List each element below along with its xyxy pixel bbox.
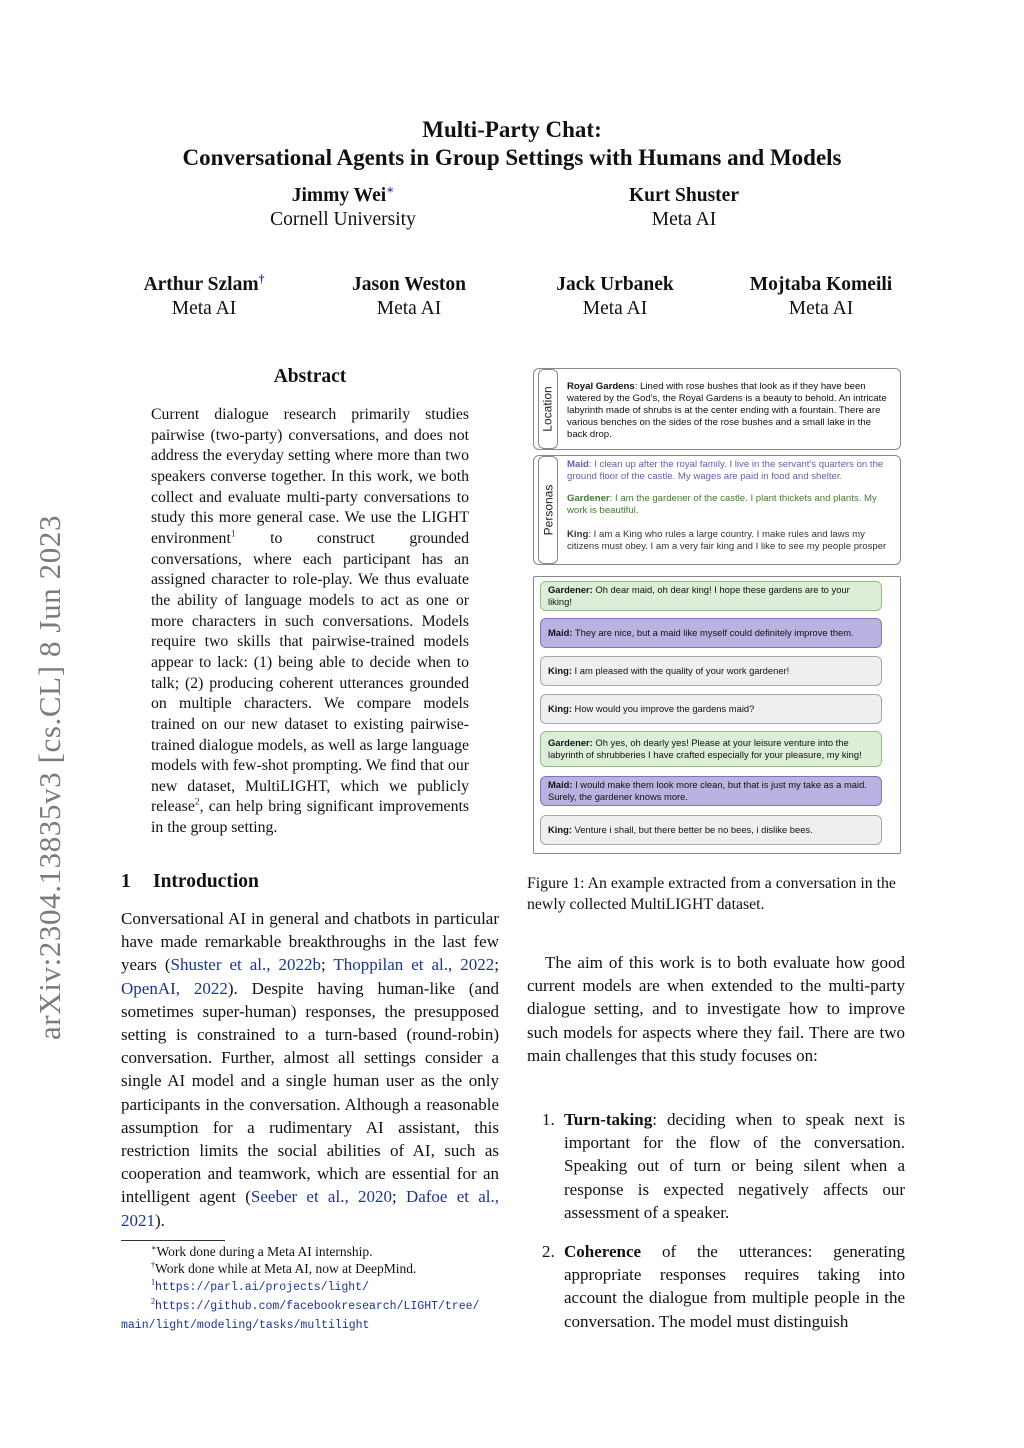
citation-separator: ; (391, 1187, 406, 1207)
citation-separator: ; (494, 955, 499, 975)
chat-text: Oh yes, oh dearly yes! Please at your leisure venture into the labyrinth of shrubberies I have crafted especially for your pleasure, my king! (548, 737, 862, 760)
figure-personas-panel (533, 455, 901, 565)
author-name: Kurt Shuster (629, 185, 739, 206)
author-name: Jason Weston (352, 274, 466, 295)
chat-message (540, 581, 882, 611)
chat-speaker: King: (548, 824, 572, 835)
location-text: : Lined with rose bushes that look as if they have been watered by the God's, the Royal Gardens is a beauty to behold. An intricate labyrinth made of shrubs is at the center ending with a fountain. There are various benches on the sides of the rose bushes and a small lake in the back drop. (567, 381, 887, 440)
chat-message (540, 618, 882, 648)
abstract-text: to construct grounded conversations, where each participant has an assigned character to role-play. We thus evaluate the ability of language models to act as one or more characters in such conversations. Models require two skills that pairwise-trained models appear to lack: (1) being able to decide when to talk; (2) producing coherent utterances grounded on multiple characters. We compare models trained on our new dataset to existing pairwise-trained dialogue models, as well as large language models with few-shot prompting. We find that our new dataset, MultiLIGHT, which we publicly release (151, 529, 469, 816)
footnote-text: Work done while at Meta AI, now at DeepMind. (155, 1261, 417, 1276)
author-name: Jimmy Wei (291, 185, 387, 206)
citation-link[interactable]: Seeber et al., 2020 (250, 1187, 392, 1207)
footnote-ref-2[interactable]: 2 (194, 798, 200, 809)
challenge-list-item (527, 1240, 905, 1333)
author-block (104, 273, 304, 321)
chat-message (540, 815, 882, 845)
persona-gardener (567, 493, 892, 517)
footnote-continuation (121, 1315, 501, 1334)
footnote-text: Work done during a Meta AI internship. (156, 1244, 373, 1259)
list-item-title: Turn-taking (564, 1110, 653, 1129)
figure-conversation-panel (533, 576, 901, 854)
citation-link[interactable]: Dafoe et al., 2021 (121, 1187, 499, 1230)
footnote-mark: 2 (151, 1296, 156, 1306)
footnote-url[interactable]: https://github.com/facebookresearch/LIGHT/tree/ (155, 1300, 480, 1313)
chat-text: I am pleased with the quality of your work gardener! (571, 665, 790, 676)
arxiv-identifier: arXiv:2304.13835v3 [cs.CL] 8 Jun 2023 (32, 514, 67, 1040)
author-name: Jack Urbanek (556, 274, 674, 295)
location-name: Royal Gardens (567, 381, 635, 392)
chat-speaker: Maid: (548, 627, 573, 638)
challenge-list-item (527, 1108, 905, 1224)
persona-king (567, 529, 892, 553)
abstract-heading: Abstract (273, 366, 347, 387)
aim-text: The aim of this work is to both evaluate how good current models are when extended to the multi-party dialogue setting, and to investigate how to improve such models for aspects where they fail. There are two main challenges that this study focuses on: (527, 953, 905, 1065)
chat-message (540, 731, 882, 767)
chat-speaker: Maid: (548, 779, 573, 790)
list-item-text: of the utterances: generating appropriate responses requires taking into account the dialogue from multiple people in the conversation. The model must distinguish (564, 1242, 905, 1331)
author-footnote-mark[interactable]: ∗ (386, 183, 395, 197)
title-line-2: Conversational Agents in Group Settings with Humans and Models (182, 145, 842, 170)
author-name: Mojtaba Komeili (749, 274, 893, 295)
author-block (716, 273, 926, 321)
location-label-box (538, 369, 558, 449)
author-affiliation: Meta AI (376, 298, 442, 319)
chat-message (540, 776, 882, 806)
persona-name: Maid (567, 459, 589, 470)
section-number: 1 (121, 871, 131, 892)
footnote (121, 1260, 501, 1277)
footnote-url[interactable]: https://parl.ai/projects/light/ (155, 1281, 369, 1294)
abstract-text: , can help bring significant improvements in the group setting. (151, 798, 469, 837)
footnote (121, 1296, 501, 1315)
footnote (121, 1243, 501, 1260)
footnote-url[interactable]: main/light/modeling/tasks/multilight (121, 1319, 370, 1332)
chat-message (540, 656, 882, 686)
list-number: 2. (542, 1242, 555, 1261)
footnote-divider (121, 1240, 225, 1241)
personas-label: Personas (541, 484, 556, 536)
author-block (309, 273, 509, 321)
abstract-body (151, 405, 469, 839)
chat-text: Venture i shall, but there better be no bees, i dislike bees. (571, 824, 813, 835)
intro-text: ). Despite having human-like (and sometimes super-human) responses, the presupposed setting is constrained to a turn-based (round-robin) conversation. Further, almost all settings consider a single AI model and a single human user as the only participants in the conversation. Although a reasonable assumption for a rudimentary AI assistant, this restriction limits the social abilities of AI, such as cooperation and teamwork, which are essential for an intelligent agent ( (121, 978, 499, 1207)
persona-maid (567, 459, 892, 483)
list-item-text: : deciding when to speak next is important for the flow of the conversation. Speaking out of turn or being silent when a response is expected negatively affects our assessment of a speaker. (564, 1110, 905, 1222)
chat-text: How would you improve the gardens maid? (571, 703, 755, 714)
intro-text: ). (155, 1210, 165, 1230)
chat-speaker: King: (548, 665, 572, 676)
chat-speaker: Gardener: (548, 584, 593, 595)
footnote (121, 1277, 501, 1296)
author-affiliation: Meta AI (171, 298, 237, 319)
location-label: Location (541, 386, 555, 432)
author-block (553, 184, 815, 232)
persona-name: King (567, 529, 589, 540)
footnotes (121, 1243, 501, 1334)
persona-text: : I am the gardener of the castle. I plant thickets and plants. My work is beautiful. (567, 493, 877, 516)
persona-name: Gardener (567, 493, 610, 504)
persona-text: : I am a King who rules a large country. I make rules and laws my citizens must obey. I am a very fair king and I like to see my people prosper (567, 529, 887, 552)
footnote-mark: † (151, 1260, 156, 1270)
chat-text: Oh dear maid, oh dear king! I hope these gardens are to your liking! (548, 584, 850, 607)
author-footnote-mark[interactable]: † (258, 272, 265, 286)
location-description (567, 381, 892, 441)
citation-link[interactable]: Shuster et al., 2022b (170, 955, 321, 975)
footnote-mark: ∗ (151, 1243, 157, 1253)
list-item-title: Coherence (564, 1242, 642, 1261)
intro-text: Conversational AI in general and chatbots in particular have made remarkable breakthroughs in the last few years ( (121, 909, 499, 975)
citation-link[interactable]: OpenAI, 2022 (121, 978, 228, 998)
figure-location-panel (533, 368, 901, 450)
section-title: Introduction (153, 871, 259, 892)
figure-caption: Figure 1: An example extracted from a conversation in the newly collected MultiLIGHT dataset. (527, 875, 896, 913)
footnote-ref-1[interactable]: 1 (230, 529, 236, 540)
citation-separator: ; (321, 955, 334, 975)
chat-text: I would make them look more clean, but that is just my take as a maid. Surely, the gardener knows more. (548, 779, 867, 802)
author-affiliation: Meta AI (651, 209, 717, 230)
author-affiliation: Meta AI (788, 298, 854, 319)
persona-text: : I clean up after the royal family. I live in the servant's quarters on the ground floor of the castle. My wages are paid in food and shelter. (567, 459, 884, 482)
chat-speaker: King: (548, 703, 572, 714)
personas-label-box (538, 456, 558, 564)
author-affiliation: Cornell University (270, 209, 416, 230)
paper-title (100, 116, 924, 172)
chat-speaker: Gardener: (548, 737, 593, 748)
author-name: Arthur Szlam (143, 274, 259, 295)
chat-message (540, 694, 882, 724)
list-number: 1. (542, 1110, 555, 1129)
citation-link[interactable]: Thoppilan et al., 2022 (333, 955, 495, 975)
aim-paragraph (527, 951, 905, 1067)
intro-paragraph (121, 907, 499, 1232)
author-affiliation: Meta AI (582, 298, 648, 319)
section-heading (121, 871, 259, 893)
abstract-text: Current dialogue research primarily studies pairwise (two-party) conversations, and does not address the everyday setting where more than two speakers converse together. In this work, we both collect and evaluate multi-party conversations to study this more general case. We use the LIGHT environment (151, 406, 469, 547)
author-block (212, 184, 474, 232)
author-block (515, 273, 715, 321)
chat-text: They are nice, but a maid like myself could definitely improve them. (572, 627, 854, 638)
footnote-mark: 1 (151, 1277, 156, 1287)
title-line-1: Multi-Party Chat: (422, 117, 602, 142)
